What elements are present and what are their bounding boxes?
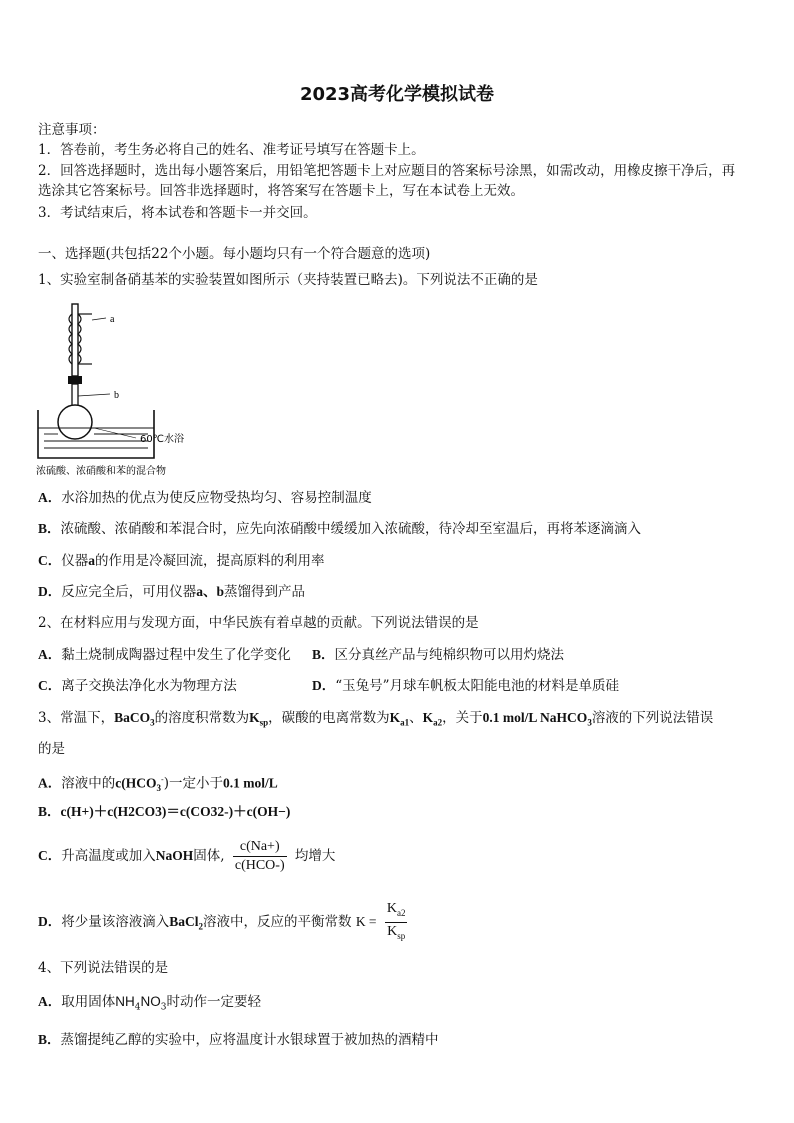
- q1-option-b: B．浓硫酸、浓硝酸和苯混合时，应先向浓硝酸中缓缓加入浓硫酸，待冷却至室温后，再将苯逐滴滴入: [38, 521, 642, 537]
- q3-option-b: B．c(H+)＋c(H2CO3)＝c(CO32-)＋c(OH−): [38, 804, 291, 819]
- q3-option-c: C．升高温度或加入NaOH固体, $\frac{c(Na+)}{\text{c(HCO-)}}$ 均增大: [38, 839, 336, 873]
- notice-item: 2．回答选择题时，选出每小题答案后，用铅笔把答题卡上对应题目的答案标号涂黑，如需改动，用橡皮擦干净后，再: [38, 163, 736, 179]
- question-2-stem: 2、在材料应用与发现方面，中华民族有着卓越的贡献。下列说法错误的是: [38, 615, 479, 631]
- question-3-stem: 3、常温下，BaCO$_3$的溶度积常数为$K_{sp}$，碳酸的电离常数为$K_{a1}$、$K_{a2}$，关于0.1 mol/L NaHCO$_3$溶液的下列说法错误: [38, 710, 714, 728]
- apparatus-figure: [36, 300, 196, 480]
- q2-option-a: A．黏土烧制成陶器过程中发生了化学变化: [38, 647, 291, 663]
- notice-item: 选涂其它答案标号。回答非选择题时，将答案写在答题卡上，写在本试卷上无效。: [38, 183, 524, 199]
- q1-option-d: D．反应完全后，可用仪器a、b蒸馏得到产品: [38, 584, 306, 600]
- figure-caption: 浓硫酸、浓硝酸和苯的混合物: [36, 466, 166, 477]
- label-a: a: [110, 314, 115, 325]
- q3-option-d: D．将少量该溶液滴入BaCl$_2$溶液中，反应的平衡常数 K = $\frac{K_{a2}}{K_{sp}}$: [38, 900, 411, 945]
- bath-label: 60℃水浴: [140, 434, 184, 445]
- q4-option-b: B．蒸馏提纯乙醇的实验中，应将温度计水银球置于被加热的酒精中: [38, 1032, 439, 1048]
- q2-option-d: D．“玉兔号”月球车帆板太阳能电池的材料是单质硅: [312, 678, 620, 694]
- notice-item: 3．考试结束后，将本试卷和答题卡一并交回。: [38, 205, 317, 221]
- q3-option-a: A．溶液中的$c(HCO_3^-)$一定小于0.1 mol/L: [38, 775, 278, 794]
- q2-option-c: C．离子交换法净化水为物理方法: [38, 678, 237, 694]
- notice-item: 1．答卷前，考生务必将自己的姓名、准考证号填写在答题卡上。: [38, 142, 425, 158]
- page-title: 2023高考化学模拟试卷: [299, 84, 495, 105]
- question-3-stem-cont: 的是: [38, 741, 65, 757]
- q1-option-c: C．仪器a的作用是冷凝回流，提高原料的利用率: [38, 553, 325, 569]
- section-heading: 一、选择题(共包括22个小题。每小题均只有一个符合题意的选项): [38, 246, 431, 262]
- label-b: b: [114, 390, 119, 401]
- q2-option-b: B．区分真丝产品与纯棉织物可以用灼烧法: [312, 647, 565, 663]
- question-4-stem: 4、下列说法错误的是: [38, 960, 169, 976]
- fraction-na-hco3: $\frac{c(Na+)}{\text{c(HCO-)}}$: [234, 839, 285, 873]
- fraction-ka2-ksp: $\frac{K_{a2}}{K_{sp}}$: [386, 901, 406, 941]
- q1-option-a: A．水浴加热的优点为使反应物受热均匀、容易控制温度: [38, 490, 372, 506]
- q4-option-a: A．取用固体$NH_4NO_3$时动作一定要轻: [38, 994, 261, 1013]
- notice-heading: 注意事项：: [38, 122, 106, 138]
- question-1-stem: 1、实验室制备硝基苯的实验装置如图所示（夹持装置已略去)。下列说法不正确的是: [38, 272, 538, 288]
